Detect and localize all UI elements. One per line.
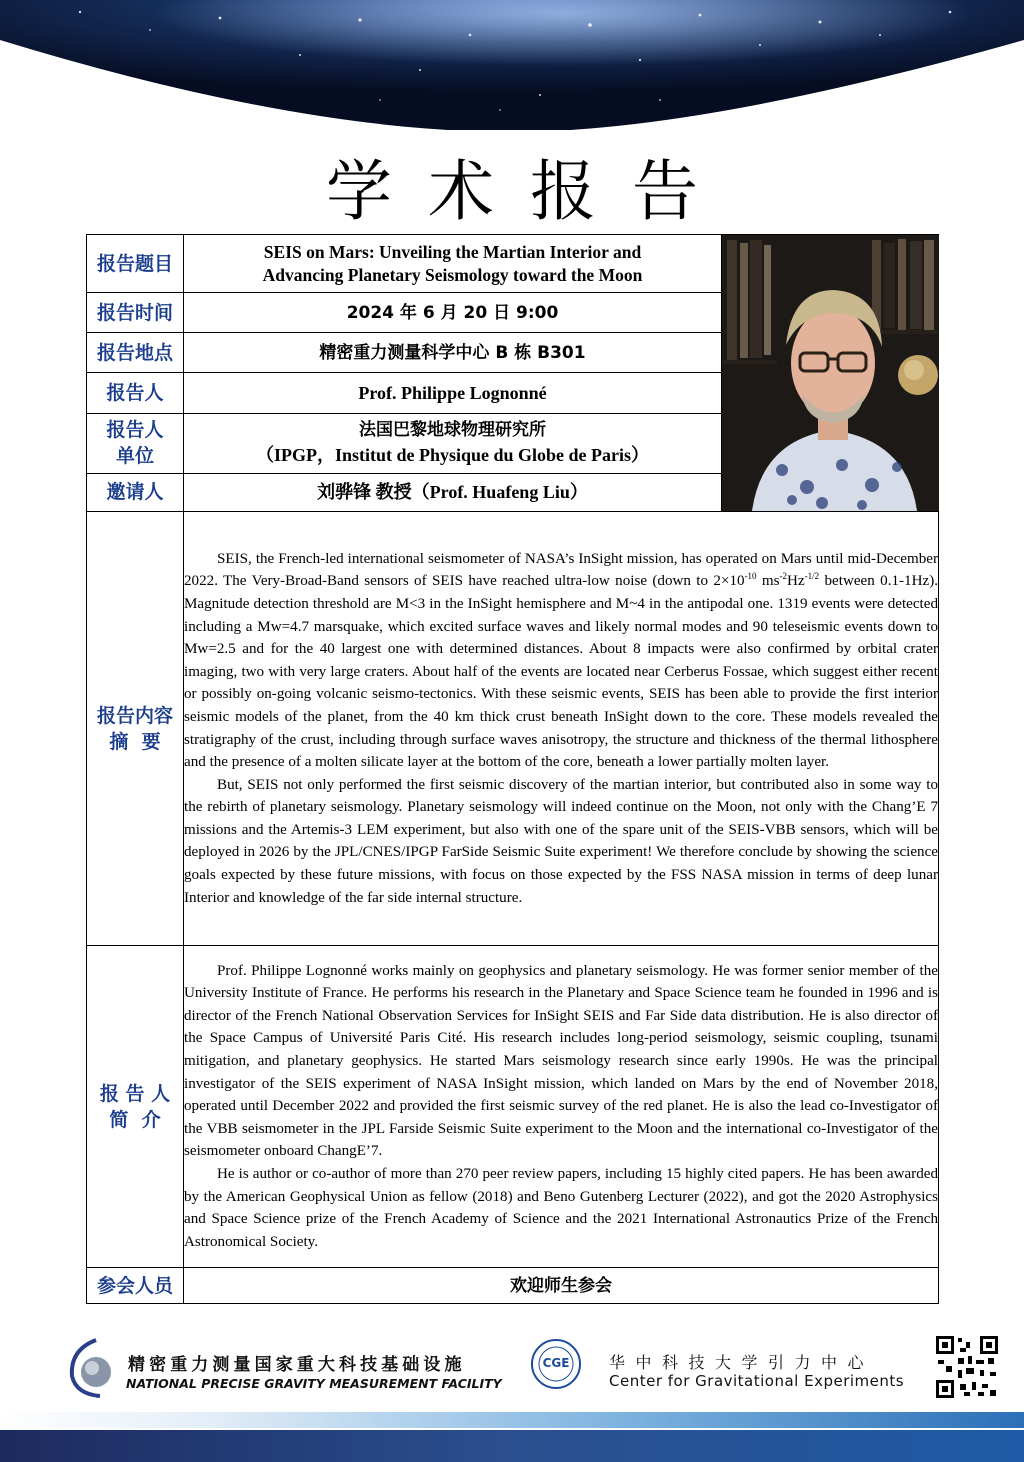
label-affiliation-line1: 报告人 [106,419,164,442]
npgmf-name-en: NATIONAL PRECISE GRAVITY MEASUREMENT FACILITY [126,1376,502,1391]
talk-location-text: 精密重力测量科学中心 B 栋 B301 [319,342,586,363]
affiliation-zh: 法国巴黎地球物理研究所 [359,420,546,441]
affiliation-en: （IPGP，Institut de Physique du Globe de Paris） [255,445,650,466]
label-bio-line2: 简 介 [109,1108,161,1131]
label-location: 报告地点 [87,333,184,373]
page-title: 学术报告 [326,153,734,230]
label-affiliation-line2: 单位 [115,445,154,468]
bio-paragraph-1: Prof. Philippe Lognonné works mainly on geophysics and planetary seismology. He was former senior member of the University Institute of France. He performs his research in the Planetary and Space Science team he founded in 1996 and is director of the French National Observation Services for InSight SEIS and Far Side data distribution. He is also director of the Space Campus of Université Paris Cité. His research includes long-period seismology, seismic coupling, tsunami mitigation, and planetary geophysics. He started Mars seismology research since early 1990s. He was the principal investigator of the SEIS experiment of NASA InSight mission, which landed on Mars by the end of November 2018, operated until December 2022 and provided the first seismic survey of the red planet. He is also the lead co-Investigator of the VBB seismometer in the JPL Farside Seismic Suite experiment to the Moon and the international co-Investigator of the seismometer onboard ChangE’7. [184,962,938,1160]
bio-paragraph-2: He is author or co-author of more than 270 peer review papers, including 15 highly cited papers. He has been awarded by the American Geophysical Union as fellow (2018) and Beno Gutenberg Lecturer (2022), and got the 2020 Astrophysics and Space Science prize of the French Academy of Science and the 2021 International Astronautics Prize of the French Astronomical Society. [184,1165,938,1250]
label-abstract [87,512,184,946]
label-abstract-line2: 摘 要 [109,730,161,753]
row-abstract [87,512,939,946]
seminar-info-table [86,234,939,1304]
speaker-affiliation [184,413,722,473]
galaxy-banner-image [0,0,1024,130]
talk-title-line1: SEIS on Mars: Unveiling the Martian Interior and [263,241,642,262]
talk-time-text: 2024 年 6 月 20 日 9:00 [346,302,559,323]
label-abstract-line1: 报告内容 [96,704,173,727]
talk-time [184,293,722,333]
qr-code-icon[interactable] [934,1334,1000,1400]
abstract-paragraph-1 [184,548,938,774]
label-bio [87,946,184,1268]
abstract-p1-sup2: -2 [779,571,788,582]
cge-badge-text: CGE [542,1356,570,1370]
abstract-p1-sup3: -1/2 [804,571,820,582]
space-banner [0,0,1024,130]
label-time: 报告时间 [87,293,184,333]
row-topic [87,235,939,293]
speaker-photo [722,235,939,512]
abstract-paragraph-2: But, SEIS not only performed the first seismic discovery of the martian interior, but contributed also in some way to the rebirth of planetary seismology. Planetary seismology will indeed continue on the Moon, not only with the Chang’E 7 missions and the Artemis-3 LEM experiment, but also with one of the spare unit of the SEIS-VBB sensors, which will be deployed in 2026 by the JPL/CNES/IPGP FarSide Seismic Suite experiment! We therefore conclude by showing the science goals expected by these future missions, with focus on those expected by the FSS NASA mission in terms of deep lunar Interior and knowledge of the far side internal structure. [184,776,938,906]
inviter-name: 刘骅锋 教授（Prof. Huafeng Liu） [184,473,722,511]
label-topic: 报告题目 [87,235,184,293]
attendees-value: 欢迎师生参会 [510,1275,612,1296]
talk-title-line2: Advancing Planetary Seismology toward the Moon [262,264,643,285]
label-bio-line1: 报 告 人 [99,1082,171,1105]
attendees-text [184,1268,939,1304]
abstract-p1-a: SEIS, the French-led international seismometer of NASA’s InSight mission, has operated on Mars until mid-December 2022. The Very-Broad-Band sensors of SEIS have reached ultra-low noise (down to 2×10 [184,550,938,590]
cge-name-en: Center for Gravitational Experiments [609,1372,905,1390]
row-attendees [87,1268,939,1304]
abstract-p1-sup1: -10 [744,571,757,582]
abstract-p1-c: Hz [787,573,805,590]
talk-title [184,235,722,293]
label-speaker: 报告人 [87,373,184,413]
npgmf-name-zh: 精密重力测量国家重大科技基础设施 [128,1355,466,1375]
label-attendees: 参会人员 [87,1268,184,1304]
abstract-p1-b: ms [756,573,780,590]
abstract-p1-d: between 0.1-1Hz). Magnitude detection threshold are M<3 in the InSight hemisphere and M~4 in the antipodal one. 1319 events were detected including a Mw=4.7 marsquake, which excited surface waves and likely normal modes and 90 teleseismic events down to Mw=2.5 and for the 40 largest one with determined distances. About 8 impacts were also confirmed by orbital crater imaging, two with very large craters. About half of the events are located near Cerberus Fossae, which suggest either recent or possibly on-going volcanic seismo-tectonics. With these seismic events, SEIS has been able to provide the first interior seismic models of the planet, from the 40 km thick crust beneath InSight down to the core. These models revealed the stratigraphy of the crust, including through surface waves anisotropy, the structure and thickness of the thermal lithosphere and the presence of a molten silicate layer at the bottom of the core, beneath a lower partially molten layer. [184,573,938,771]
footer-dark-stripe [0,1430,1024,1462]
footer [0,1320,1024,1462]
row-bio [87,946,939,1268]
label-inviter: 邀请人 [87,473,184,511]
label-affiliation [87,413,184,473]
speaker-portrait-image [722,235,939,511]
npgmf-logo-icon [66,1336,124,1400]
cge-name-zh: 华中科技大学引力中心 [609,1353,875,1372]
speaker-name: Prof. Philippe Lognonné [184,373,722,413]
footer-light-stripe [0,1412,1024,1428]
talk-location [184,333,722,373]
abstract-text [184,512,939,946]
bio-text [184,946,939,1268]
